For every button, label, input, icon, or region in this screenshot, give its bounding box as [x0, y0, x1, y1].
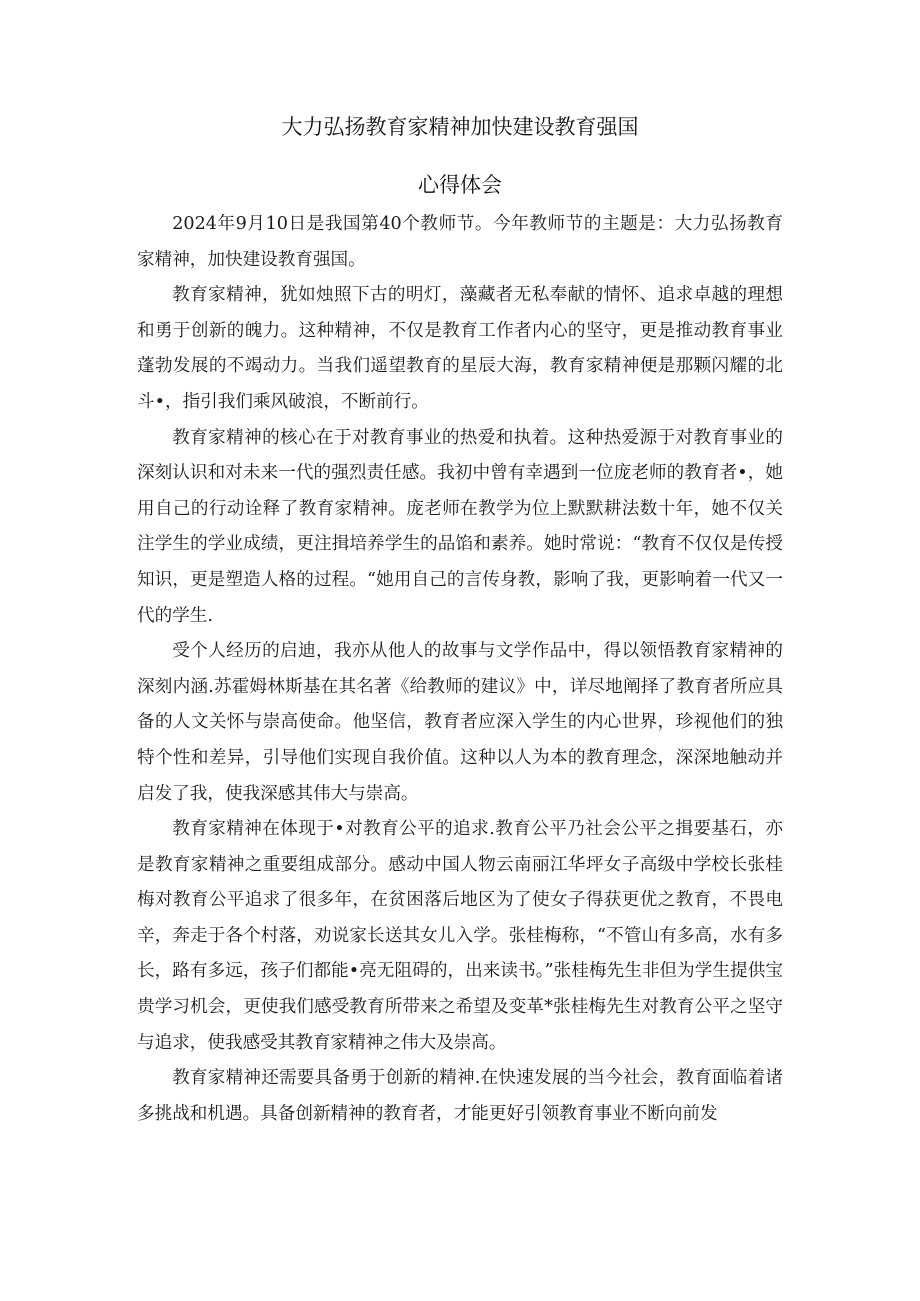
paragraph-5: 教育家精神在体现于•对教育公平的追求.教育公平乃社会公平之揖要基石，亦是教育家精神之重要组成部分。感动中国人物云南丽江华坪女子高级中学校长张桂梅对教育公平追求了很多年，在贫困落后地区为了使女子得获更优之教育，不畏电辛，奔走于各个村落，劝说家长送其女儿入学。张桂梅称，“不管山有多高，水有多长，路有多远，孩子们都能•亮无阻碍的，出来读书。”张桂梅先生非但为学生提供宝贵学习机会，更使我们感受教育所带来之希望及变革*张桂梅先生对教育公平之坚守与追求，使我感受其教育家精神之伟大及崇高。: [137, 819, 783, 1053]
document-body: [137, 207, 783, 1132]
document-title: 大力弘扬教育家精神加快建设教育强国: [281, 115, 639, 139]
paragraph-1: 2024年9月10日是我国第40个教师节。今年教师节的主题是：大力弘扬教育家精神，加快建设教育强国。: [137, 214, 783, 270]
paragraph-3: 教育家精神的核心在于对教育事业的热爱和执着。这种热爱源于对教育事业的深刻认识和对未来一代的强烈责任感。我初中曾有幸遇到一位庞老师的教育者•，她用自己的行动诠释了教育家精神。庞老师在教学为位上默默耕法数十年，她不仅关注学生的学业成绩，更注揖培养学生的品馅和素养。她时常说：“教育不仅仅是传授知识，更是塑造人格的过程。“她用自己的言传身教，影响了我，更影响着一代又一代的学生.: [137, 427, 783, 626]
paragraph-2: 教育家精神，犹如烛照下古的明灯，藻藏者无私奉献的情怀、追求卓越的理想和勇于创新的魄力。这种精神，不仅是教育工作者内心的坚守，更是推动教育事业蓬勃发展的不竭动力。当我们遥望教育的星辰大海，教育家精神便是那颗闪耀的北斗•，指引我们乘风破浪，不断前行。: [137, 285, 783, 412]
document-subtitle: 心得体会: [418, 173, 502, 197]
paragraph-6: 教育家精神还需要具备勇于创新的精神.在快速发展的当今社会，教育面临着诸多挑战和机遇。具备创新精神的教育者，才能更好引领教育事业不断向前发: [137, 1068, 783, 1124]
paragraph-4: 受个人经历的启迪，我亦从他人的故事与文学作品中，得以领悟教育家精神的深刻内涵.苏霍姆林斯基在其名著《给教师的建议》中，详尽地阐择了教育者所应具备的人文关怀与崇高使命。他坚信，教育者应深入学生的内心世界，珍视他们的独特个性和差异，引导他们实现自我价值。这种以人为本的教育理念，深深地触动并启发了我，使我深感其伟大与崇高。: [137, 641, 783, 804]
